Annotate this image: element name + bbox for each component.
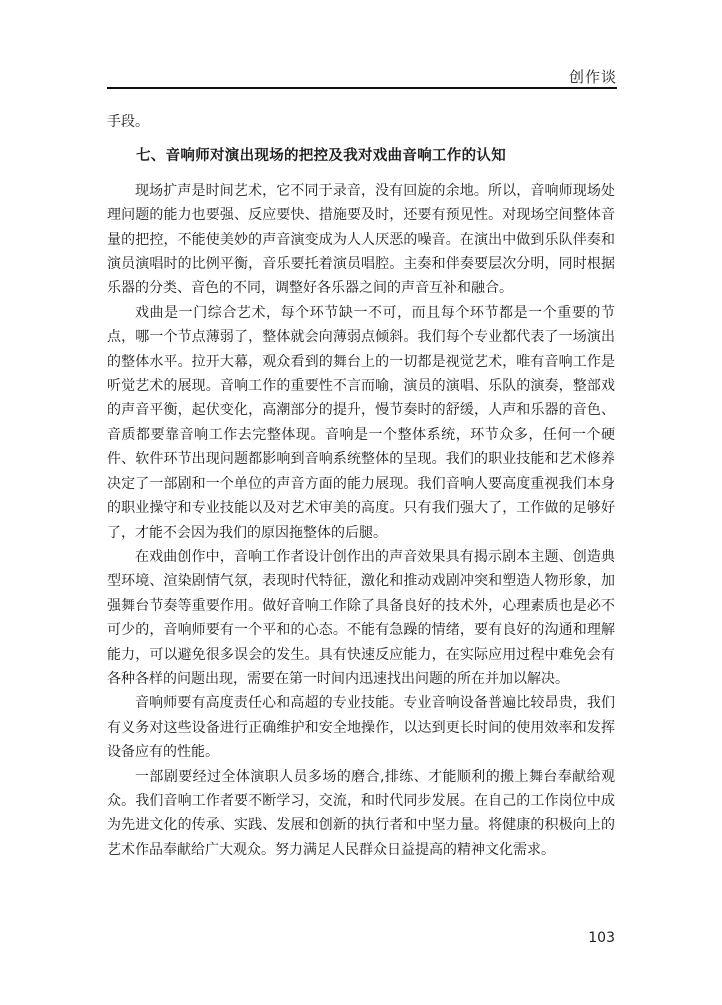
running-header <box>107 60 617 90</box>
paragraph-3: 在戏曲创作中，音响工作者设计创作出的声音效果具有揭示剧本主题、创造典型环境、渲染剧情气氛，表现时代特征，激化和推动戏剧冲突和塑造人物形象，加强舞台节奏等重要作用。做好音响工作除了具备良好的技术外，心理素质也是必不可少的，音响师要有一个平和的心态。不能有急躁的情绪，要有良好的沟通和理解能力，可以避免很多误会的发生。具有快速反应能力，在实际应用过程中难免会有各种各样的问题出现，需要在第一时间内迅速找出问题的所在并加以解决。 <box>107 548 615 687</box>
page-number: 103 <box>588 930 615 946</box>
page-body <box>107 110 615 862</box>
paragraph-1: 现场扩声是时间艺术，它不同于录音，没有回旋的余地。所以，音响师现场处理问题的能力也要强、反应要快、措施要及时，还要有预见性。对现场空间整体音量的把控，不能使美妙的声音演变成为人人厌恶的噪音。在演出中做到乐队伴奏和演员演唱时的比例平衡，音乐要托着演员唱腔。主奏和伴奏要层次分明，同时根据乐器的分类、音色的不同，调整好各乐器之间的声音互补和融合。 <box>107 182 615 297</box>
paragraph-4: 音响师要有高度责任心和高超的专业技能。专业音响设备普遍比较昂贵，我们有义务对这些设备进行正确维护和安全地操作，以达到更长时间的使用效率和发挥设备应有的性能。 <box>107 695 615 761</box>
continuation-text: 手段。 <box>107 114 149 130</box>
paragraph-5: 一部剧要经过全体演职人员多场的磨合,排练、才能顺利的搬上舞台奉献给观众。我们音响工作者要不断学习，交流，和时代同步发展。在自己的工作岗位中成为先进文化的传承、实践、发展和创新的执行者和中坚力量。将健康的积极向上的艺术作品奉献给广大观众。努力满足人民群众日益提高的精神文化需求。 <box>107 768 615 858</box>
paragraph-2: 戏曲是一门综合艺术，每个环节缺一不可，而且每个环节都是一个重要的节点，哪一个节点薄弱了，整体就会向薄弱点倾斜。我们每个专业都代表了一场演出的整体水平。拉开大幕，观众看到的舞台上的一切都是视觉艺术，唯有音响工作是听觉艺术的展现。音响工作的重要性不言而喻，演员的演唱、乐队的演奏，整部戏的声音平衡，起伏变化，高潮部分的提升，慢节奏时的舒缓，人声和乐器的音色、音质都要靠音响工作去完整体现。音响是一个整体系统，环节众多，任何一个硬件、软件环节出现问题都影响到音响系统整体的呈现。我们的职业技能和艺术修养决定了一部剧和一个单位的声音方面的能力展现。我们音响人要高度重视我们本身的职业操守和专业技能以及对艺术审美的高度。只有我们强大了，工作做的足够好了，才能不会因为我们的原因拖整体的后腿。 <box>107 304 615 541</box>
header-rule <box>107 87 617 89</box>
running-header-title: 创作谈 <box>568 68 617 86</box>
section-heading: 七、音响师对演出现场的把控及我对戏曲音响工作的认知 <box>136 148 506 165</box>
